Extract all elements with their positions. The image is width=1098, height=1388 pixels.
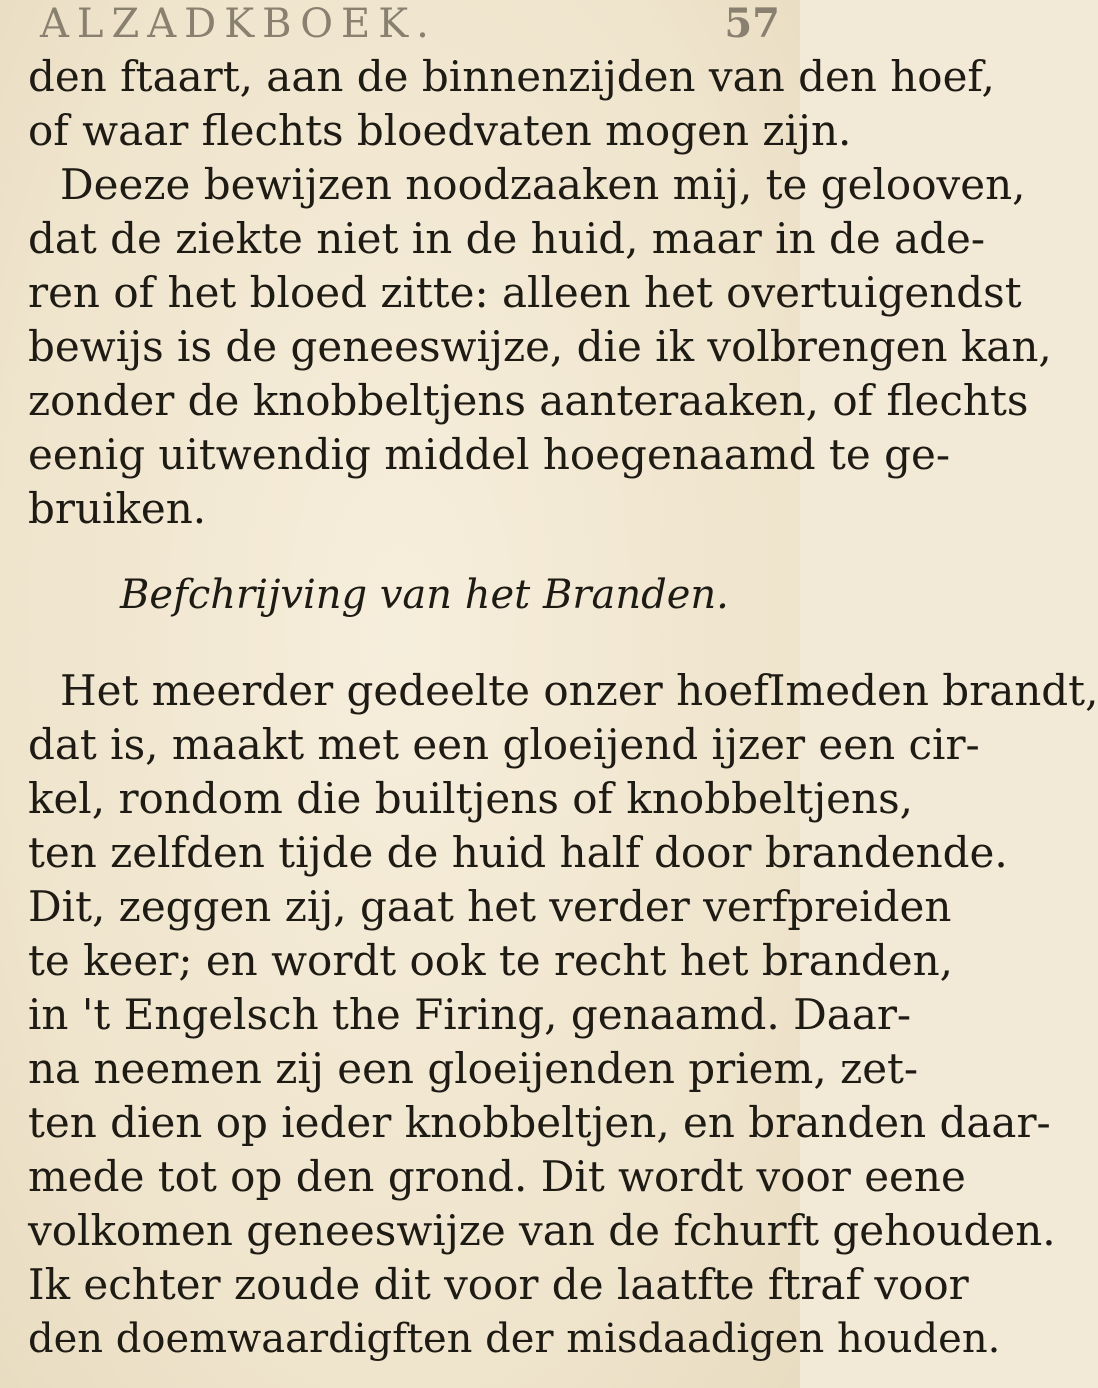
text-line: ten zelfden tijde de huid half door brandende. <box>28 828 1008 877</box>
text-line: kel, rondom die builtjens of knobbeltjens, <box>28 774 913 823</box>
text-line: Dit, zeggen zij, gaat het verder verfpreiden <box>28 882 952 931</box>
text-line: ren of het bloed zitte: alleen het overtuigendst <box>28 268 1022 317</box>
text-line: te keer; en wordt ook te recht het branden, <box>28 936 954 985</box>
text-line: Het meerder gedeelte onzer hoefImeden brandt, <box>60 666 1098 715</box>
text-line: of waar flechts bloedvaten mogen zijn. <box>28 106 852 155</box>
text-line: dat de ziekte niet in de huid, maar in de ade- <box>28 214 986 263</box>
page-number: 57 <box>724 0 780 47</box>
text-line: den ftaart, aan de binnenzijden van den hoef, <box>28 52 995 101</box>
running-header <box>40 2 780 46</box>
text-line: dat is, maakt met een gloeijend ijzer een cir- <box>28 720 980 769</box>
section-heading: Befchrijving van het Branden. <box>120 572 729 618</box>
text-line: bewijs is de geneeswijze, die ik volbrengen kan, <box>28 322 1052 371</box>
text-line: Deeze bewijzen noodzaaken mij, te gelooven, <box>60 160 1026 209</box>
running-title: ALZADKBOEK. <box>40 1 437 47</box>
text-line: volkomen geneeswijze van de fchurft gehouden. <box>28 1206 1056 1255</box>
text-line: Ik echter zoude dit voor de laatfte ftraf voor <box>28 1260 969 1309</box>
text-line: eenig uitwendig middel hoegenaamd te ge- <box>28 430 951 479</box>
text-line: mede tot op den grond. Dit wordt voor eene <box>28 1152 966 1201</box>
text-line: in 't Engelsch the Firing, genaamd. Daar- <box>28 990 912 1039</box>
text-line: na neemen zij een gloeijenden priem, zet- <box>28 1044 919 1093</box>
text-line: bruiken. <box>28 484 207 533</box>
text-line: zonder de knobbeltjens aanteraaken, of flechts <box>28 376 1029 425</box>
text-line: den doemwaardigften der misdaadigen houden. <box>28 1316 1001 1362</box>
text-line: ten dien op ieder knobbeltjen, en branden daar- <box>28 1098 1051 1147</box>
